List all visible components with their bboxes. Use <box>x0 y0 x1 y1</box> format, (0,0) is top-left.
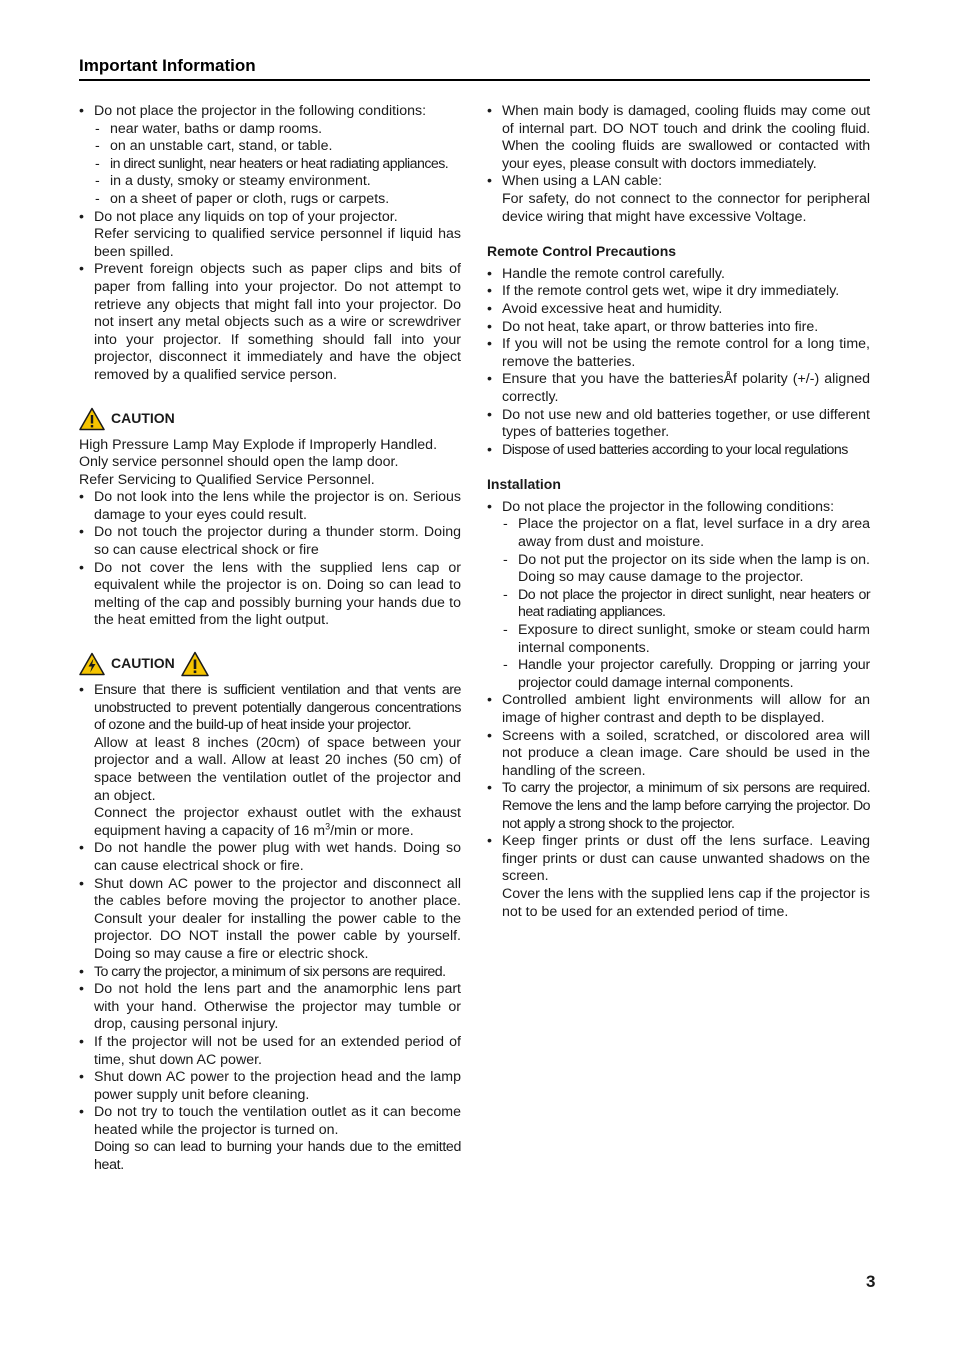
caution1-list <box>79 489 461 630</box>
list-item: • Dispose of used batteries according to your local regulations <box>487 442 870 460</box>
list-item: • Handle the remote control carefully. <box>487 266 870 284</box>
list-item: • Do not place any liquids on top of your projector. Refer servicing to qualified service personnel if liquid has been spilled. <box>79 209 461 262</box>
sub-item: - Do not put the projector on its side when the lamp is on. Doing so may cause damage to the projector. <box>502 552 870 587</box>
page-header <box>79 55 870 81</box>
section-heading-remote: Remote Control Precautions <box>487 243 677 260</box>
caution-heading-2 <box>79 652 461 676</box>
sub-item: - Exposure to direct sunlight, smoke or steam could harm internal components. <box>502 622 870 657</box>
list-item: • When using a LAN cable: For safety, do not connect to the connector for peripheral device wiring that might have excessive Voltage. <box>487 173 870 226</box>
sub-item: - on a sheet of paper or cloth, rugs or carpets. <box>94 191 461 209</box>
right-column <box>487 103 870 921</box>
list-item: • If the projector will not be used for an extended period of time, shut down AC power. <box>79 1034 461 1069</box>
list-item: • Do not touch the projector during a thunder storm. Doing so can cause electrical shock or fire <box>79 524 461 559</box>
list-item: • Keep finger prints or dust off the lens surface. Leaving finger prints or dust can cause unwanted shadows on the screen. Cover the lens with the supplied lens cap if the projector is not to be used for an extended period of time. <box>487 833 870 921</box>
caution2-list <box>79 682 461 1175</box>
caution-heading-1 <box>79 407 461 431</box>
list-item: • Controlled ambient light environments will allow for an image of higher contrast and depth to be displayed. <box>487 692 870 727</box>
list-item: • Do not use new and old batteries together, or use different types of batteries together. <box>487 407 870 442</box>
list-item: • If you will not be using the remote control for a long time, remove the batteries. <box>487 336 870 371</box>
list-item: • Do not try to touch the ventilation outlet as it can become heated while the projector is turned on. Doing so can lead to burning your hands due to the emitted heat. <box>79 1104 461 1174</box>
sub-item: - Place the projector on a flat, level surface in a dry area away from dust and moisture. <box>502 516 870 551</box>
list-item: • Shut down AC power to the projector and disconnect all the cables before moving the projector to another place. Consult your dealer for installing the power cable to the projector. DO NOT install the power cable by yourself. Doing so may cause a fire or electric shock. <box>79 876 461 964</box>
section-heading-installation: Installation <box>487 476 561 493</box>
list-item: • To carry the projector, a minimum of six persons are required. Remove the lens and the lamp before carrying the projector. Do not apply a strong shock to the projector. <box>487 780 870 833</box>
list-item: • Screens with a soiled, scratched, or discolored area will not produce a clean image. Care should be used in the handling of the screen. <box>487 728 870 781</box>
list-item: • To carry the projector, a minimum of six persons are required. <box>79 964 461 982</box>
caution-label: CAUTION <box>111 409 175 426</box>
sub-item: - in direct sunlight, near heaters or heat radiating appliances. <box>94 156 461 174</box>
list-item: • Prevent foreign objects such as paper clips and bits of paper from falling into your projector. Do not attempt to retrieve any objects that might fall into your projector. Do not insert any metal objects such as a wire or screwdriver into your projector. If something should fall into your projector, disconnect it immediately and have the object removed by a qualified service person. <box>79 261 461 384</box>
warning-icon <box>181 651 209 677</box>
left-column <box>79 103 461 1175</box>
caution-text: High Pressure Lamp May Explode if Improperly Handled. Only service personnel should open the lamp door. Refer Servicing to Qualified Service Personnel. <box>79 436 438 488</box>
list-item: • If the remote control gets wet, wipe it dry immediately. <box>487 283 870 301</box>
caution-label: CAUTION <box>111 655 175 672</box>
installation-list <box>487 499 870 921</box>
list-item: • Do not hold the lens part and the anamorphic lens part with your hand. Otherwise the projector may tumble or drop, causing personal injury. <box>79 981 461 1034</box>
sub-item: - Handle your projector carefully. Dropping or jarring your projector could damage internal components. <box>502 657 870 692</box>
list-item: • Do not handle the power plug with wet hands. Doing so can cause electrical shock or fire. <box>79 840 461 875</box>
list-item: • Do not look into the lens while the projector is on. Serious damage to your eyes could result. <box>79 489 461 524</box>
warning-icon <box>79 407 105 431</box>
sub-list <box>502 516 870 692</box>
right-top-list <box>487 103 870 226</box>
header-title: Important Information <box>79 56 256 75</box>
list-item: • Ensure that you have the batteriesÅf polarity (+/-) aligned correctly. <box>487 371 870 406</box>
list-item: • When main body is damaged, cooling fluids may come out of internal part. DO NOT touch and drink the cooling fluid. When the cooling fluids are swallowed or contacted with your eyes, please consult with doctors immediately. <box>487 103 870 173</box>
page-number: 3 <box>866 1272 876 1291</box>
list-item: • Shut down AC power to the projection head and the lamp power supply unit before cleaning. <box>79 1069 461 1104</box>
remote-list <box>487 266 870 460</box>
left-intro-list <box>79 103 461 385</box>
sub-item: - Do not place the projector in direct sunlight, near heaters or heat radiating appliances. <box>502 587 870 622</box>
sub-list <box>94 121 461 209</box>
sub-item: - in a dusty, smoky or steamy environment. <box>94 173 461 191</box>
list-item: • Do not place the projector in the following conditions: - Place the projector on a flat, level surface in a dry area away from dust and moisture. - Do not put the projector on its side when the lamp is on. Doing so may cause damage to the projector. - Do not place the projector in direct sunlight, near heaters or heat radiating appliances. - Exposure to direct sunlight, smoke or steam could harm internal components. - Handle your projector carefully. Dropping or jarring your projector could damage internal components. <box>487 499 870 693</box>
sub-item: - on an unstable cart, stand, or table. <box>94 138 461 156</box>
sub-item: - near water, baths or damp rooms. <box>94 121 461 139</box>
electric-shock-warning-icon <box>79 652 105 676</box>
list-item: • Do not place the projector in the following conditions: - near water, baths or damp rooms. - on an unstable cart, stand, or table. - in direct sunlight, near heaters or heat radiating appliances. - in a dusty, smoky or steamy environment. - on a sheet of paper or cloth, rugs or carpets. <box>79 103 461 209</box>
list-item: • Do not heat, take apart, or throw batteries into fire. <box>487 319 870 337</box>
list-item: • Do not cover the lens with the supplied lens cap or equivalent while the projector is on. Doing so can lead to melting of the cap and possibly burning your hands due to the heat emitted from the light output. <box>79 560 461 630</box>
list-item: • Avoid excessive heat and humidity. <box>487 301 870 319</box>
list-item: • Ensure that there is sufficient ventilation and that vents are unobstructed to prevent potentially dangerous concentrations of ozone and the build-up of heat inside your projector. Allow at least 8 inches (20cm) of space between your projector and a wall. Allow at least 20 inches (50 cm) of space between the ventilation outlet of the projector and an object. Connect the projector exhaust outlet with the exhaust equipment having a capacity of 16 $m^3/\min$ or more. <box>79 682 461 840</box>
